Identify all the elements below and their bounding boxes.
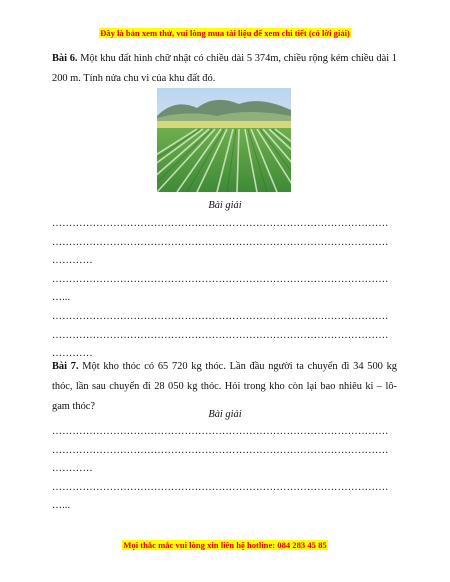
footer-notice: [0, 535, 450, 553]
answer-line: ………………………………………………………………………………………: [52, 218, 389, 229]
problem-6-label: Bài 6.: [52, 53, 78, 64]
problem-7-answer-area: [52, 423, 397, 516]
farm-field-illustration: [157, 88, 291, 192]
problem-6-text: Một khu đất hình chữ nhật có chiều dài 5 374m, chiều rộng kém chiều dài 1 200 m. Tính nửa chu vi của khu đất đó.: [52, 53, 397, 84]
problem-7-solution-heading: Bài giải: [208, 409, 242, 420]
answer-line: ………………………………………………………………………………………: [52, 444, 389, 456]
answer-line: …………: [52, 255, 93, 267]
problem-6-answer-area: [52, 215, 397, 364]
answer-line: ………………………………………………………………………………………: [52, 310, 389, 322]
answer-line: ………………………………………………………………………………………: [52, 426, 389, 437]
problem-6-solution-heading: Bài giải: [208, 200, 242, 211]
answer-line: ………………………………………………………………………………………: [52, 236, 389, 248]
answer-line: …...: [52, 500, 71, 512]
answer-line: ………………………………………………………………………………………: [52, 273, 389, 285]
problem-6: [52, 49, 397, 89]
problem-7: [52, 357, 397, 417]
answer-line: …...: [52, 292, 71, 304]
header-notice: [0, 23, 450, 41]
answer-line: …………: [52, 348, 93, 360]
footer-notice-text: Mọi thắc mắc vui lòng xin liên hệ hotline: 084 283 45 85: [123, 540, 327, 550]
answer-line: ………………………………………………………………………………………: [52, 481, 389, 493]
answer-line: ………………………………………………………………………………………: [52, 329, 389, 341]
answer-line: …………: [52, 463, 93, 475]
header-notice-text: Đây là bản xem thử, vui lòng mua tài liệu để xem chi tiết (có lời giải): [100, 28, 350, 38]
problem-7-text: Một kho thóc có 65 720 kg thóc. Lần đầu người ta chuyển đi 34 500 kg thóc, lần sau chuyển đi 28 050 kg thóc. Hỏi trong kho còn lại bao nhiêu ki – lô-gam thóc?: [52, 361, 397, 412]
problem-7-label: Bài 7.: [52, 361, 79, 372]
